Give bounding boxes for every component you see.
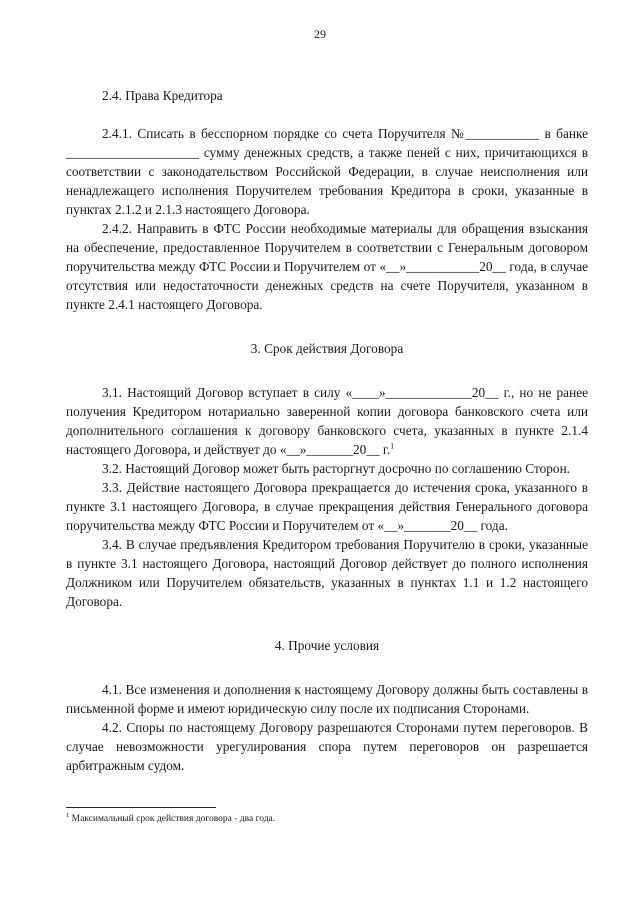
clause-3-1-text: 3.1. Настоящий Договор вступает в силу «____»_____________20__ г., но не ранее получения Кредитором нотариально заверенной копии договора банковского счета или дополнительного соглашения к договору банковского счета, указанных в пункте 2.1.4 настоящего Договора, и действует до «__»_______20__ г.: [66, 385, 588, 457]
section-2-4-heading: 2.4. Права Кредитора: [102, 88, 223, 103]
clause-3-4: 3.4. В случае предъявления Кредитором требования Поручителю в сроки, указанные в пункте 3.1 настоящего Договора, настоящий Договор действует до полного исполнения Должником или Поручителем обязательств, указанных в пунктах 1.1 и 1.2 настоящего Договора.: [66, 537, 588, 609]
section-4-heading: 4. Прочие условия: [274, 638, 380, 653]
clause-2-4-1: 2.4.1. Списать в бесспорном порядке со счета Поручителя №___________ в банке ____________________ сумму денежных средств, а также пеней с них, причитающихся в соответствии с законодательством Российской Федерации, в случае неисполнения или ненадлежащего исполнения Поручителем требования Кредитора в сроки, указанные в пунктах 2.1.2 и 2.1.3 настоящего Договора.: [66, 126, 588, 217]
section-3-heading: 3. Срок действия Договора: [250, 341, 404, 356]
clause-4-2: 4.2. Споры по настоящему Договору разрешаются Сторонами путем переговоров. В случае невозможности урегулирования спора путем переговоров он разрешается арбитражным судом.: [66, 720, 588, 773]
clause-4-1: 4.1. Все изменения и дополнения к настоящему Договору должны быть составлены в письменной форме и имеют юридическую силу после их подписания Сторонами.: [66, 682, 588, 716]
document-body: [66, 86, 588, 775]
footnote: [66, 813, 588, 826]
page-number: 29: [314, 27, 326, 41]
clause-3-3: 3.3. Действие настоящего Договора прекращается до истечения срока, указанного в пункте 3.1 настоящего Договора, в случае прекращения действия Генерального договора поручительства между ФТС России и Поручителем от «__»_______20__ года.: [66, 480, 588, 533]
footnote-separator: [66, 807, 216, 808]
footnote-reference: 1: [390, 441, 395, 451]
footnote-marker: 1: [66, 811, 70, 819]
footnote-text: Максимальный срок действия договора - два года.: [71, 814, 276, 824]
clause-2-4-2: 2.4.2. Направить в ФТС России необходимые материалы для обращения взыскания на обеспечение, предоставленное Поручителем в соответствии с Генеральным договором поручительства между ФТС России и Поручителем от «__»___________20__ года, в случае отсутствия или недостаточности денежных средств на счете Поручителя, указанном в пункте 2.4.1 настоящего Договора.: [66, 221, 588, 312]
clause-3-1: [66, 383, 588, 459]
clause-3-2: 3.2. Настоящий Договор может быть расторгнут досрочно по соглашению Сторон.: [102, 461, 571, 476]
